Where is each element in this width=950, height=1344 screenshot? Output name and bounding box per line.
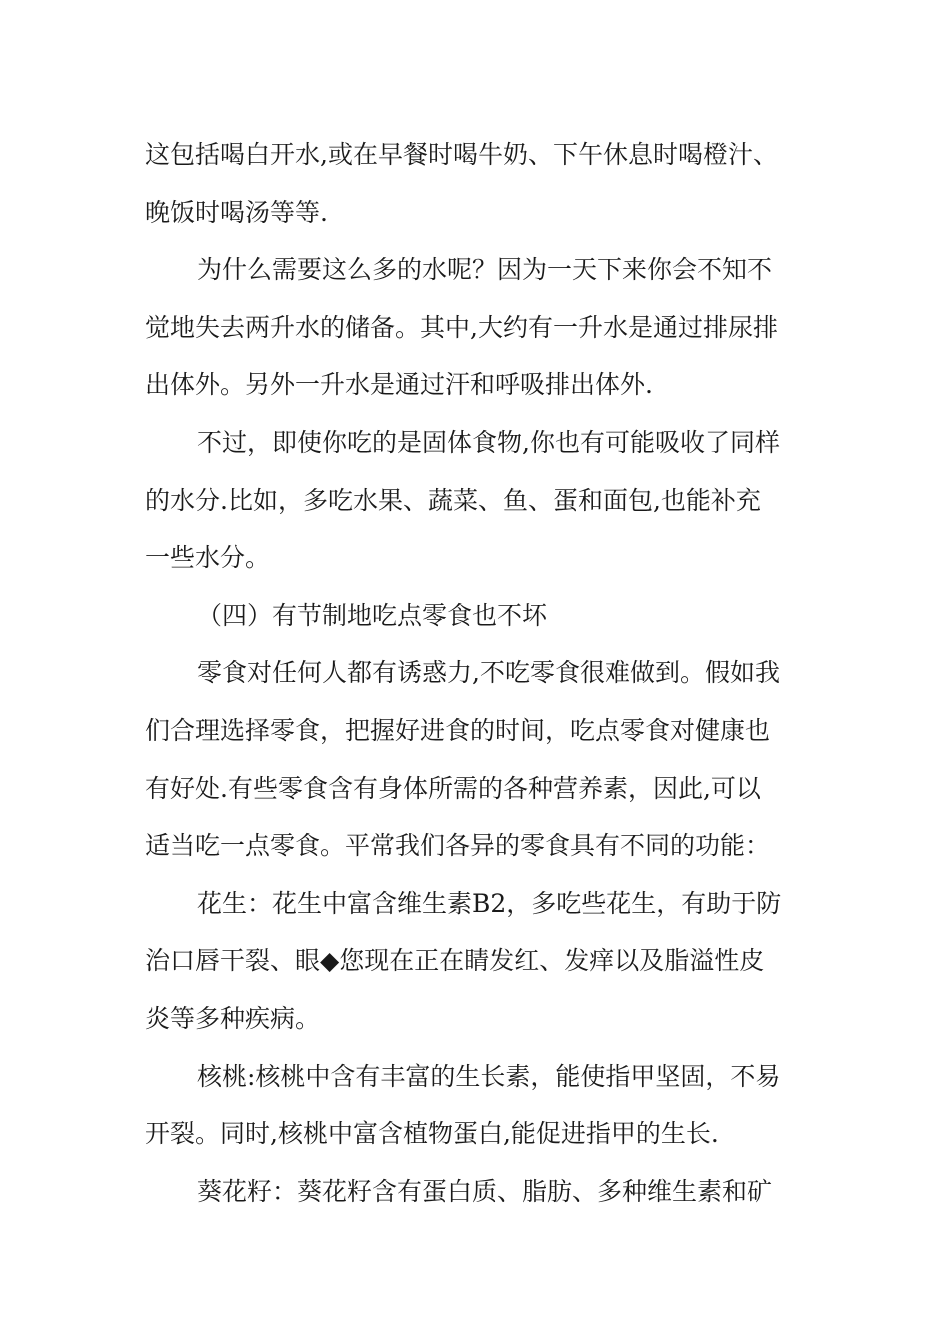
text-line: 出体外。另外一升水是通过汗和呼吸排出体外. bbox=[145, 370, 653, 400]
paragraph-start-line: 花生：花生中富含维生素B2，多吃些花生，有助于防 bbox=[197, 888, 782, 918]
text-line: 炎等多种疾病。 bbox=[145, 1003, 321, 1033]
body-text bbox=[145, 126, 810, 1220]
text-line: 一些水分。 bbox=[145, 543, 271, 573]
paragraph-start-line: 核桃:核桃中含有丰富的生长素，能使指甲坚固，不易 bbox=[197, 1061, 781, 1091]
paragraph-start-line: 零食对任何人都有诱惑力,不吃零食很难做到。假如我 bbox=[197, 658, 780, 688]
text-line: 们合理选择零食，把握好进食的时间，吃点零食对健康也 bbox=[145, 715, 771, 745]
paragraph-start-line: 为什么需要这么多的水呢？因为一天下来你会不知不 bbox=[197, 255, 773, 285]
text-line: 觉地失去两升水的储备。其中,大约有一升水是通过排尿排 bbox=[145, 312, 778, 342]
text-line: 治口唇干裂、眼◆您现在正在睛发红、发痒以及脂溢性皮 bbox=[145, 946, 765, 976]
text-line: 这包括喝白开水,或在早餐时喝牛奶、下午休息时喝橙汁、 bbox=[145, 140, 778, 169]
paragraph-start-line: 葵花籽：葵花籽含有蛋白质、脂肪、多种维生素和矿 bbox=[197, 1176, 773, 1206]
text-line: 的水分.比如，多吃水果、蔬菜、鱼、蛋和面包,也能补充 bbox=[145, 485, 761, 515]
text-line: 有好处.有些零食含有身体所需的各种营养素，因此,可以 bbox=[145, 773, 761, 803]
section-heading: （四）有节制地吃点零食也不坏 bbox=[197, 600, 548, 630]
text-line: 适当吃一点零食。平常我们各异的零食具有不同的功能： bbox=[145, 831, 771, 861]
paragraph-start-line: 不过，即使你吃的是固体食物,你也有可能吸收了同样 bbox=[197, 427, 780, 457]
text-line: 晚饭时喝汤等等. bbox=[145, 197, 328, 227]
text-line: 开裂。同时,核桃中富含植物蛋白,能促进指甲的生长. bbox=[145, 1119, 719, 1149]
